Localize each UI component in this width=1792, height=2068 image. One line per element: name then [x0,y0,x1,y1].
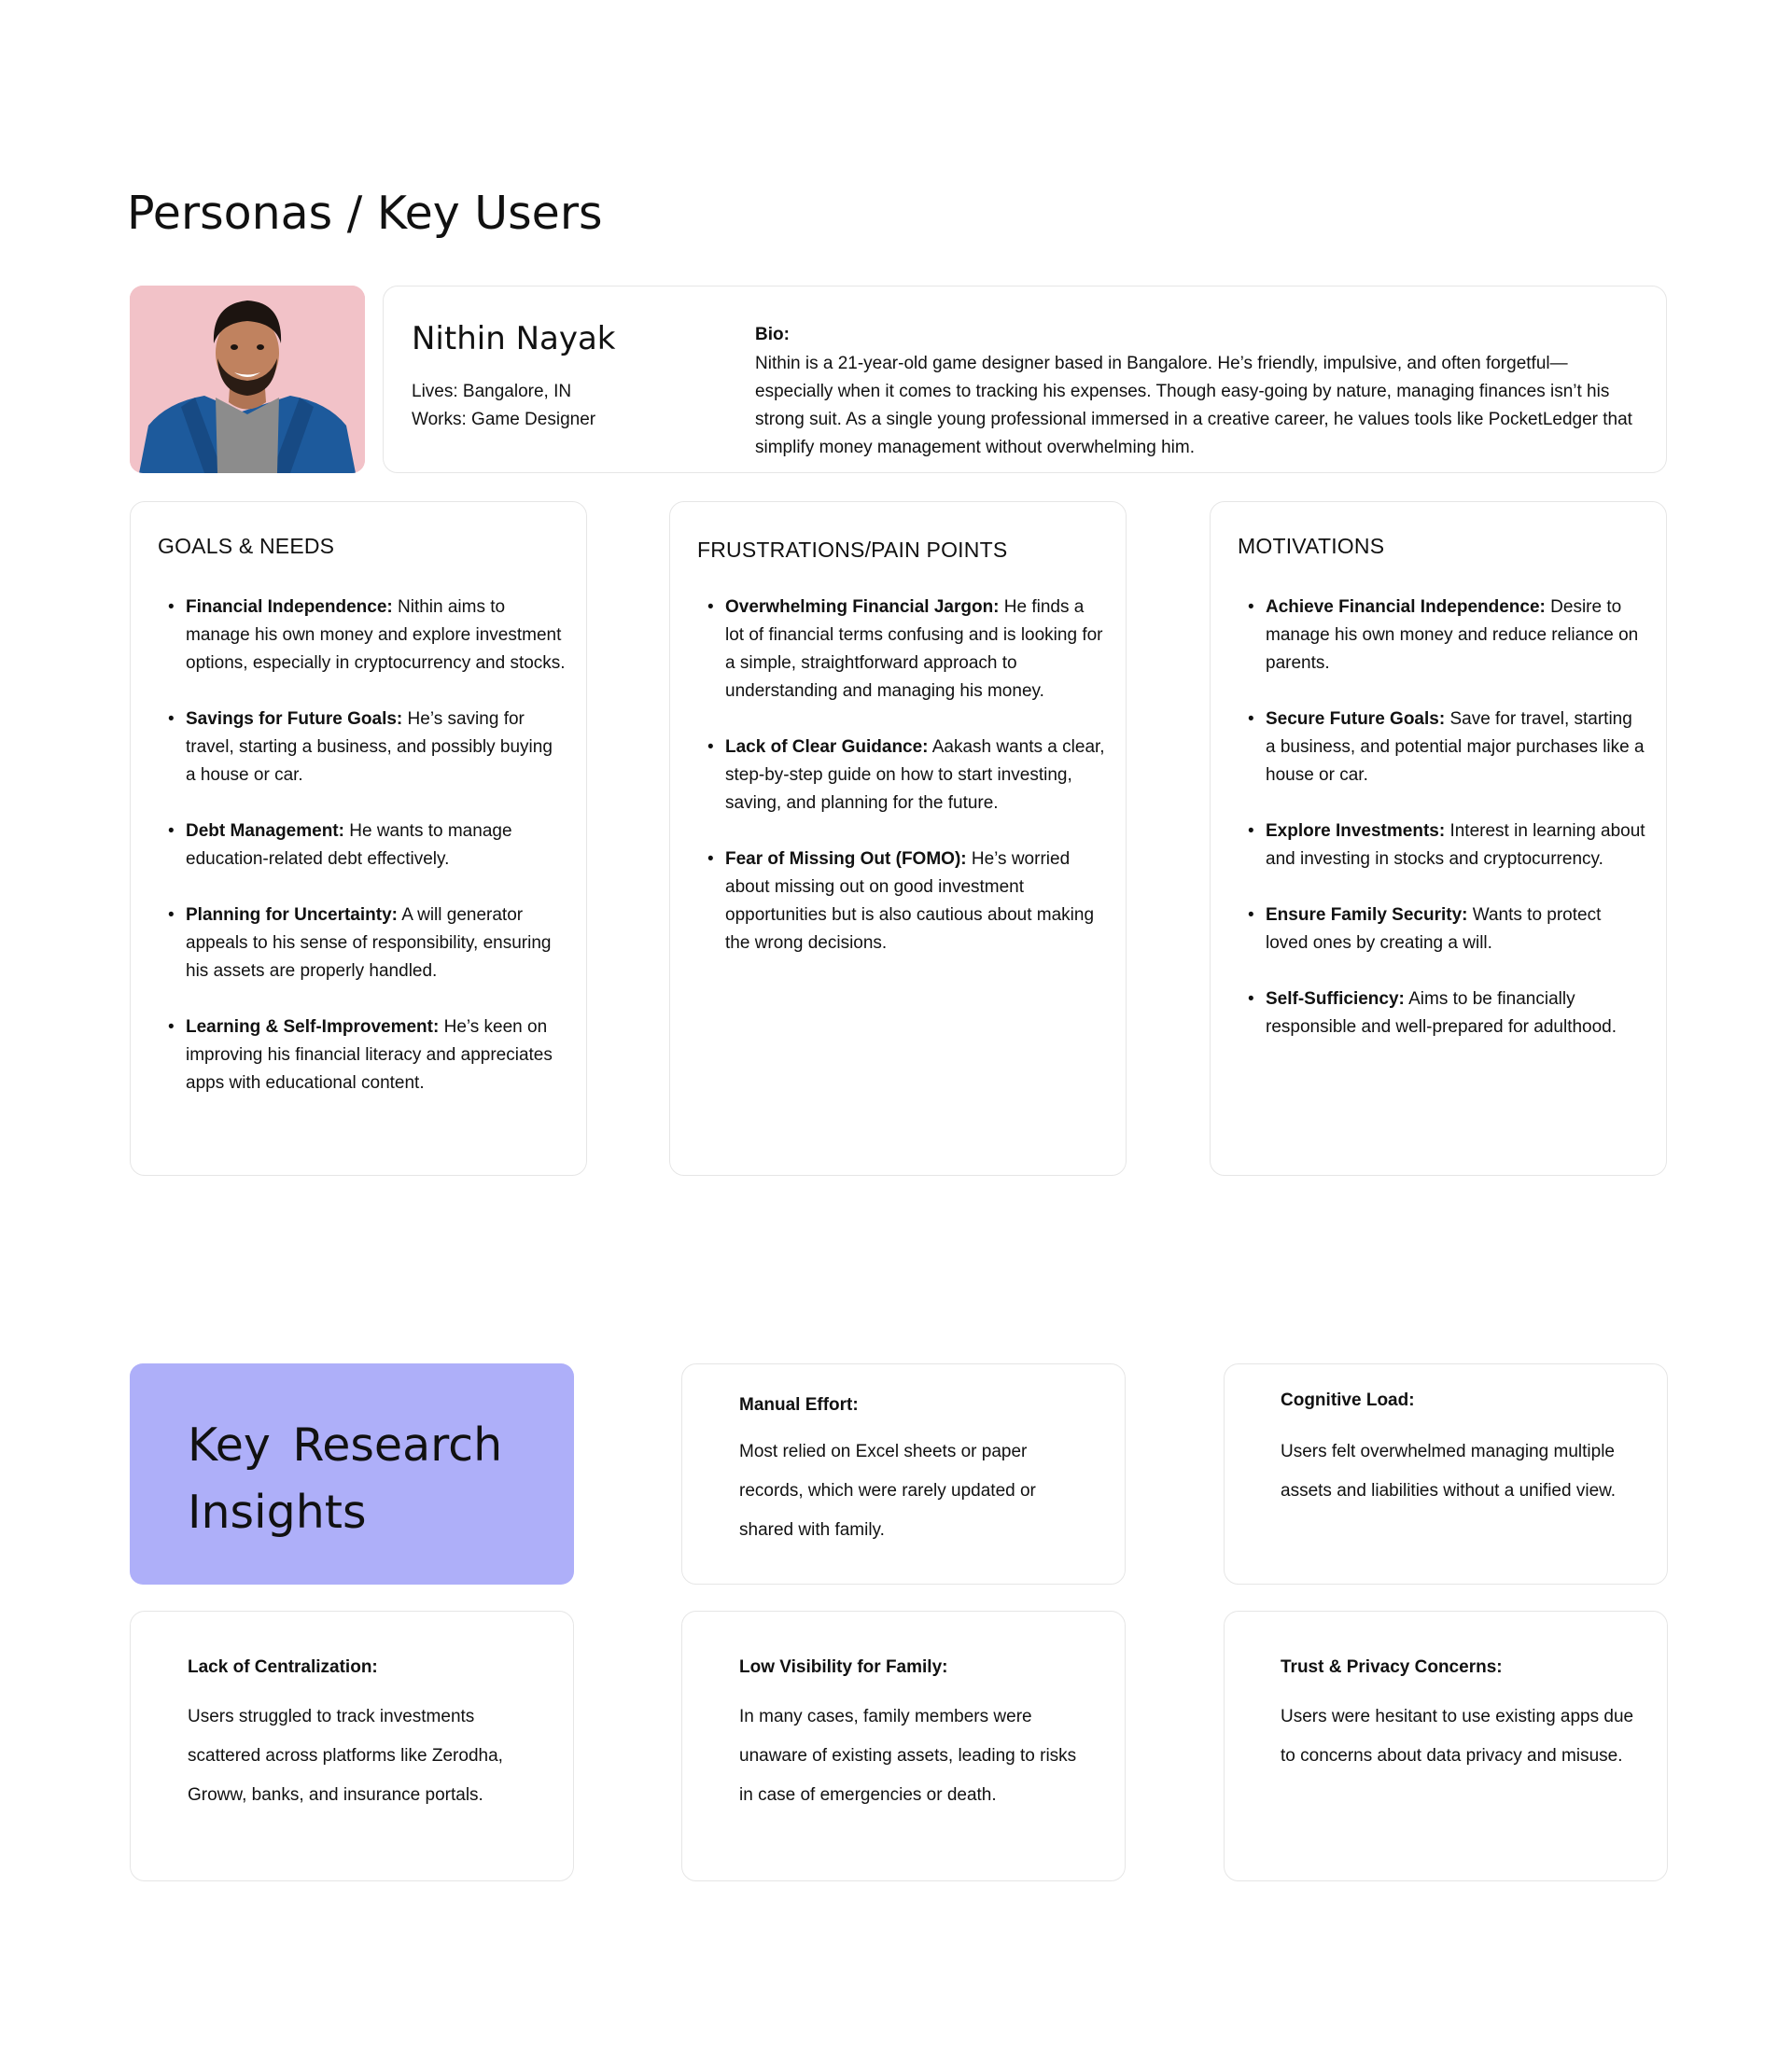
item-title: Lack of Clear Guidance: [725,737,929,757]
goals-list [131,594,586,1125]
item-text: Wants to protect loved ones by creating a will. [1266,905,1602,953]
bio-label: Bio: [755,325,790,344]
item-text: Aims to be financially responsible and well-prepared for adulthood. [1266,989,1617,1037]
item-text: He’s worried about missing out on good investment opportunities but is also cautious about making the wrong decisions. [725,849,1095,953]
list-item [131,901,586,985]
item-title: Secure Future Goals: [1266,709,1446,729]
pain-points-heading: FRUSTRATIONS/PAIN POINTS [697,538,1008,562]
item-text: He wants to manage education-related debt effectively. [186,821,512,869]
insight-heading: Low Visibility for Family: [739,1657,948,1677]
list-item [670,734,1126,817]
insight-heading: Cognitive Load: [1281,1390,1415,1410]
item-text: Desire to manage his own money and reduce reliance on parents. [1266,597,1639,673]
bullet-icon: • [168,1017,175,1037]
bullet-icon: • [168,821,175,841]
person-photo-icon [130,286,365,473]
item-title: Planning for Uncertainty: [186,905,398,925]
item-title: Savings for Future Goals: [186,709,403,729]
page-title: Personas / Key Users [127,187,603,240]
insight-text: In many cases, family members were unaware of existing assets, leading to risks in case of emergencies or death. [739,1707,1077,1805]
motivations-list [1211,594,1666,1069]
item-text: Nithin aims to manage his own money and explore investment options, especially in cryptocurrency and stocks. [186,597,566,673]
bullet-icon: • [1248,821,1254,841]
item-title: Self-Sufficiency: [1266,989,1405,1009]
insight-text: Users felt overwhelmed managing multiple assets and liabilities without a unified view. [1281,1442,1617,1501]
insight-text: Users were hesitant to use existing apps due to concerns about data privacy and misuse. [1281,1707,1634,1766]
item-title: Fear of Missing Out (FOMO): [725,849,967,869]
insight-card-cognitive-load [1224,1363,1668,1585]
insight-text: Most relied on Excel sheets or paper records, which were rarely updated or shared with family. [739,1442,1036,1540]
list-item [1211,985,1666,1041]
persona-photo [130,286,365,473]
insight-heading: Lack of Centralization: [188,1657,378,1677]
item-text: Aakash wants a clear, step-by-step guide on how to start investing, saving, and planning for the future. [725,737,1105,813]
item-text: A will generator appeals to his sense of responsibility, ensuring his assets are properly handled. [186,905,552,981]
bullet-icon: • [168,597,175,617]
pain-points-list [670,594,1126,985]
item-text: Save for travel, starting a business, and potential major purchases like a house or car. [1266,709,1645,785]
list-item [131,1013,586,1097]
item-title: Overwhelming Financial Jargon: [725,597,1000,617]
persona-bio-card [383,286,1667,473]
bullet-icon: • [707,597,714,617]
list-item [1211,706,1666,789]
bullet-icon: • [168,905,175,925]
goals-heading: GOALS & NEEDS [158,534,335,558]
list-item [131,594,586,678]
list-item [670,845,1126,957]
item-text: He’s saving for travel, starting a business, and possibly buying a house or car. [186,709,553,785]
list-item [1211,817,1666,873]
item-title: Learning & Self-Improvement: [186,1017,440,1037]
item-title: Debt Management: [186,821,344,841]
bio-text: Nithin is a 21-year-old game designer based in Bangalore. He’s friendly, impulsive, and often forgetful—especially when it comes to tracking his expenses. Though easy-going by nature, managing finances isn’t his strong suit. As a single young professional immersed in a creative career, he values tools like PocketLedger that simplify money management without overwhelming him. [755,354,1632,457]
persona-occupation: Works: Game Designer [412,410,596,429]
bullet-icon: • [1248,905,1254,925]
list-item [131,706,586,789]
item-title: Achieve Financial Independence: [1266,597,1546,617]
item-title: Explore Investments: [1266,821,1446,841]
persona-location: Lives: Bangalore, IN [412,382,572,401]
motivations-heading: MOTIVATIONS [1238,534,1385,558]
goals-needs-card [130,501,587,1176]
bullet-icon: • [707,849,714,869]
bullet-icon: • [1248,597,1254,617]
bullet-icon: • [707,737,714,757]
item-text: He’s keen on improving his financial literacy and appreciates apps with educational content. [186,1017,553,1093]
insight-card-trust-privacy [1224,1611,1668,1881]
item-text: He finds a lot of financial terms confusing and is looking for a simple, straightforward approach to understanding and managing his money. [725,597,1103,701]
insight-heading: Trust & Privacy Concerns: [1281,1657,1503,1677]
insight-heading: Manual Effort: [739,1395,859,1415]
item-text: Interest in learning about and investing in stocks and cryptocurrency. [1266,821,1645,869]
bullet-icon: • [1248,709,1254,729]
list-item [131,817,586,873]
research-insights-title-card [130,1363,574,1585]
persona-name: Nithin Nayak [412,320,616,357]
list-item [670,594,1126,706]
insight-card-manual-effort [681,1363,1126,1585]
item-title: Ensure Family Security: [1266,905,1468,925]
research-insights-title: Key Research Insights [188,1418,503,1539]
insight-card-centralization [130,1611,574,1881]
motivations-card [1210,501,1667,1176]
list-item [1211,594,1666,678]
item-title: Financial Independence: [186,597,393,617]
bullet-icon: • [1248,989,1254,1009]
bullet-icon: • [168,709,175,729]
insight-card-family-visibility [681,1611,1126,1881]
insight-text: Users struggled to track investments scattered across platforms like Zerodha, Groww, banks, and insurance portals. [188,1707,503,1805]
pain-points-card [669,501,1127,1176]
list-item [1211,901,1666,957]
